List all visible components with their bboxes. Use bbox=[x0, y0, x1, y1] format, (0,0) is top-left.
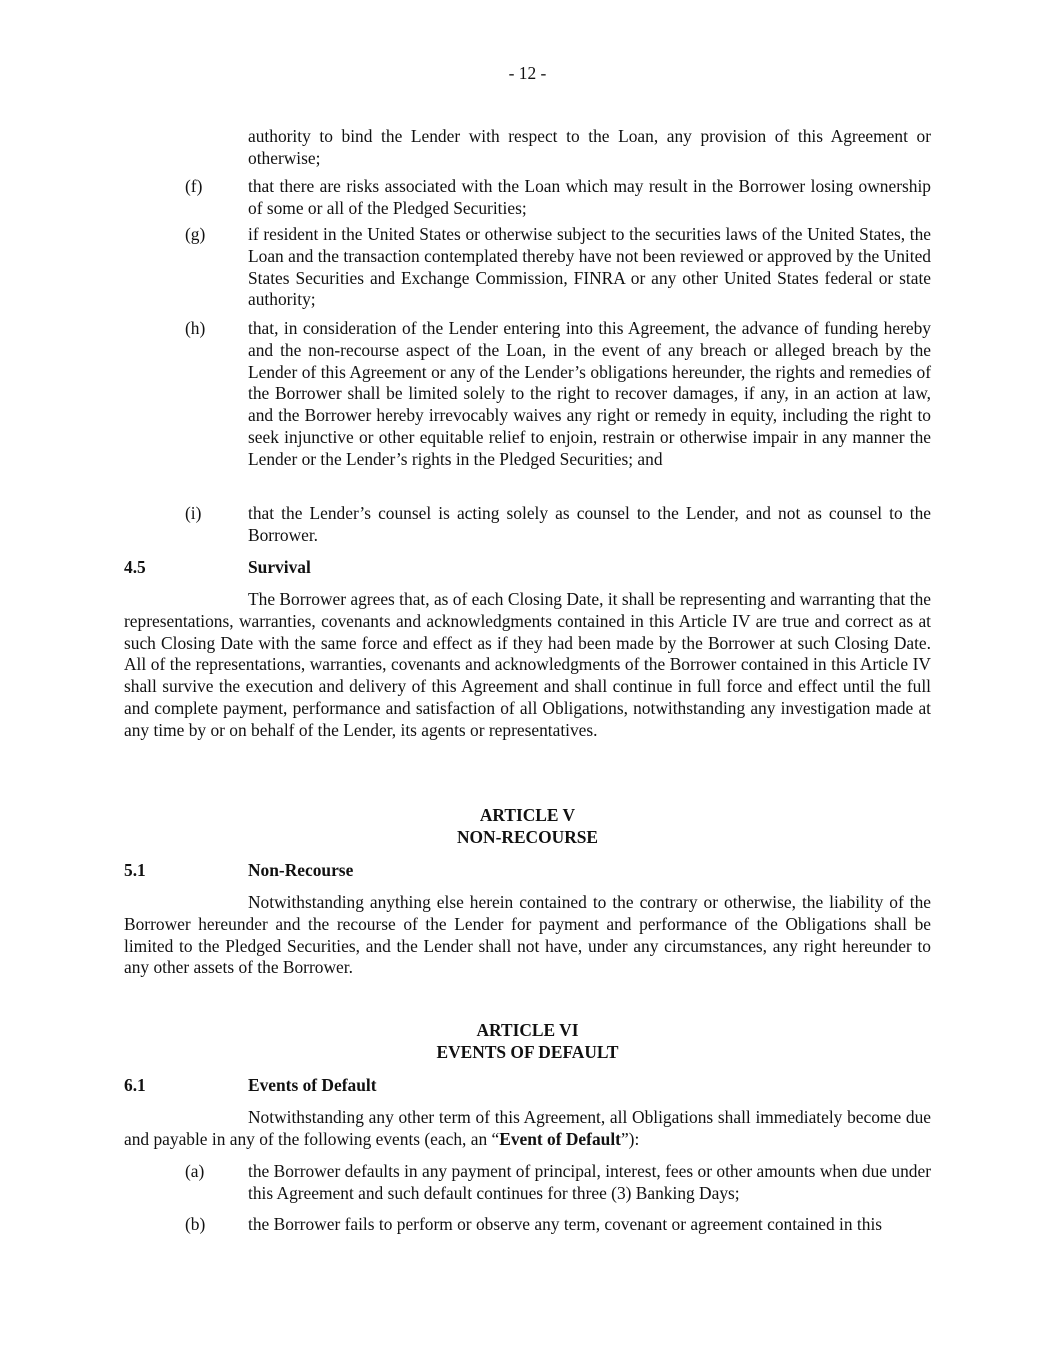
page-number: - 12 - bbox=[508, 63, 547, 83]
list-item-label: (h) bbox=[185, 318, 206, 338]
article-title: NON-RECOURSE bbox=[456, 826, 599, 847]
section-body-4-5: The Borrower agrees that, as of each Closing Date, it shall be representing and warranting that the representations, warranties, covenants and acknowledgments contained in this Article IV are true and correct as at such Closing Date with the same force and effect as if they had been made by the Borrower at such Closing Date. All of the representations, warranties, covenants and acknowledgments of the Borrower contained in this Article IV shall survive the execution and delivery of this Agreement and shall continue in full force and effect until the full and complete payment, performance and satisfaction of all Obligations, notwithstanding any investigation made at any time by or on behalf of the Lender, its agents or representatives. bbox=[124, 589, 931, 740]
list-item-label: (i) bbox=[185, 503, 202, 523]
body-text-end: ”): bbox=[620, 1128, 640, 1149]
section-number: 5.1 bbox=[124, 860, 146, 880]
list-item-label: (f) bbox=[185, 176, 203, 196]
list-item-text: that, in consideration of the Lender entering into this Agreement, the advance of funding hereby and the non-recourse aspect of the Loan, in the event of any breach or alleged breach by the Lender of this Agreement or any of the Lender’s obligations hereunder, the rights and remedies of the Borrower shall be limited solely to the right to recover damages, if any, in an action at law, and the Borrower hereby irrevocably waives any right or remedy in equity, including the right to seek injunctive or other equitable relief to enjoin, restrain or otherwise impair in any manner the Lender or the Lender’s rights in the Pledged Securities; and bbox=[248, 318, 931, 469]
section-number: 6.1 bbox=[124, 1075, 146, 1095]
section-number: 4.5 bbox=[124, 557, 146, 577]
article-v-heading bbox=[0, 805, 1055, 849]
list-item-text: that there are risks associated with the Loan which may result in the Borrower losing ownership of some or all of the Pledged Securities; bbox=[248, 176, 931, 218]
list-item-text: that the Lender’s counsel is acting solely as counsel to the Lender, and not as counsel to the Borrower. bbox=[248, 503, 931, 545]
continuation-text: authority to bind the Lender with respect to the Loan, any provision of this Agreement or otherwise; bbox=[248, 126, 931, 168]
section-body-6-1 bbox=[124, 1107, 931, 1151]
section-title: Events of Default bbox=[248, 1075, 377, 1095]
list-item-text: if resident in the United States or otherwise subject to the securities laws of the United States, the Loan and the transaction contemplated thereby have not been reviewed or approved by the United States Securities and Exchange Commission, FINRA or any other United States federal or state authority; bbox=[248, 224, 931, 310]
list-item-text: the Borrower fails to perform or observe any term, covenant or agreement contained in this bbox=[248, 1214, 883, 1234]
defined-term: Event of Default bbox=[499, 1128, 621, 1149]
article-number: ARTICLE V bbox=[479, 805, 576, 825]
article-number: ARTICLE VI bbox=[476, 1020, 579, 1040]
article-title: EVENTS OF DEFAULT bbox=[436, 1041, 619, 1062]
section-title: Non-Recourse bbox=[248, 860, 354, 880]
list-item-label: (g) bbox=[185, 224, 206, 244]
article-vi-heading bbox=[0, 1020, 1055, 1064]
body-text: Notwithstanding any other term of this Agreement, all Obligations shall immediately become due and payable in any of the following events (each, an “ bbox=[124, 1107, 931, 1149]
section-title: Survival bbox=[248, 557, 311, 577]
list-item-label: (b) bbox=[185, 1214, 206, 1234]
list-item-label: (a) bbox=[185, 1161, 205, 1181]
section-body-5-1: Notwithstanding anything else herein contained to the contrary or otherwise, the liability of the Borrower hereunder and the recourse of the Lender for payment and performance of the Obligations shall be limited to the Pledged Securities, and the Lender shall not have, under any circumstances, any right hereunder to any other assets of the Borrower. bbox=[124, 892, 931, 978]
list-item-text: the Borrower defaults in any payment of principal, interest, fees or other amounts when due under this Agreement and such default continues for three (3) Banking Days; bbox=[248, 1161, 931, 1203]
